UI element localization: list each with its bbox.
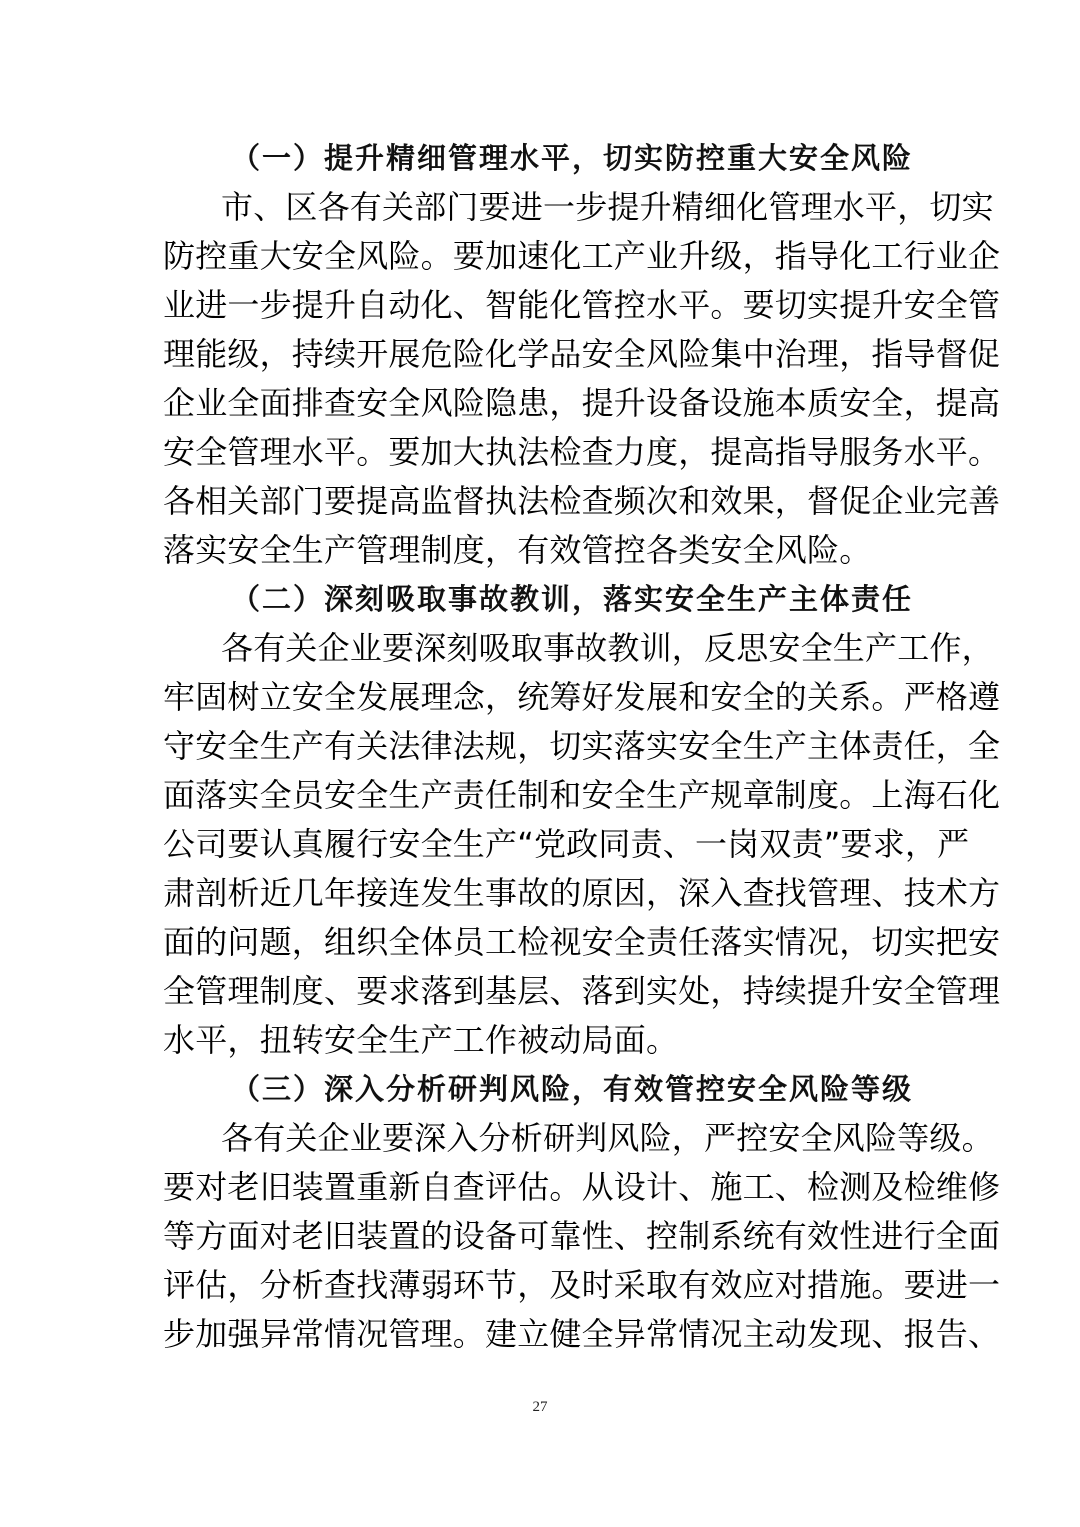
text-line: 理能级，持续开展危险化学品安全风险集中治理，指导督促 <box>163 335 1001 373</box>
text-line: 落实安全生产管理制度，有效管控各类安全风险。 <box>163 531 872 569</box>
text-line: 面的问题，组织全体员工检视安全责任落实情况，切实把安 <box>163 923 1001 961</box>
section-heading: （一）提升精细管理水平，切实防控重大安全风险 <box>231 141 914 175</box>
text-line: 要对老旧装置重新自查评估。从设计、施工、检测及检维修 <box>163 1168 1001 1206</box>
text-line: 各有关企业要深入分析研判风险，严控安全风险等级。 <box>221 1119 994 1157</box>
text-line: 全管理制度、要求落到基层、落到实处，持续提升安全管理 <box>163 972 1001 1010</box>
text-line: 安全管理水平。要加大执法检查力度，提高指导服务水平。 <box>163 433 1001 471</box>
section-2 <box>163 575 1001 1065</box>
text-line: 面落实全员安全生产责任制和安全生产规章制度。上海石化 <box>163 776 1001 814</box>
text-line: 步加强异常情况管理。建立健全异常情况主动发现、报告、 <box>163 1315 1001 1353</box>
text-line: 评估，分析查找薄弱环节，及时采取有效应对措施。要进一 <box>163 1266 1001 1304</box>
text-line: 公司要认真履行安全生产“党政同责、一岗双责”要求，严 <box>163 825 970 863</box>
text-line: 各相关部门要提高监督执法检查频次和效果，督促企业完善 <box>163 482 1001 520</box>
text-line: 牢固树立安全发展理念，统筹好发展和安全的关系。严格遵 <box>163 678 1001 716</box>
text-line: 水平，扭转安全生产工作被动局面。 <box>163 1021 679 1059</box>
text-line: 业进一步提升自动化、智能化管控水平。要切实提升安全管 <box>163 286 1001 324</box>
text-line: 各有关企业要深刻吸取事故教训，反思安全生产工作， <box>221 629 994 667</box>
section-1 <box>163 134 1001 575</box>
section-3 <box>163 1065 1001 1359</box>
paragraph <box>163 624 1001 1065</box>
page-number: 27 <box>532 1399 548 1415</box>
text-line: 市、区各有关部门要进一步提升精细化管理水平，切实 <box>221 188 994 226</box>
text-line: 企业全面排查安全风险隐患，提升设备设施本质安全，提高 <box>163 384 1001 422</box>
paragraph <box>163 183 1001 575</box>
text-line: 守安全生产有关法律法规，切实落实安全生产主体责任，全 <box>163 727 1001 765</box>
text-line: 肃剖析近几年接连发生事故的原因，深入查找管理、技术方 <box>163 874 1001 912</box>
paragraph <box>163 1114 1001 1359</box>
document-body <box>163 134 1001 1359</box>
section-heading: （二）深刻吸取事故教训，落实安全生产主体责任 <box>231 582 914 616</box>
text-line: 等方面对老旧装置的设备可靠性、控制系统有效性进行全面 <box>163 1217 1001 1255</box>
text-line: 防控重大安全风险。要加速化工产业升级，指导化工行业企 <box>163 237 1001 275</box>
section-heading: （三）深入分析研判风险，有效管控安全风险等级 <box>231 1072 914 1106</box>
